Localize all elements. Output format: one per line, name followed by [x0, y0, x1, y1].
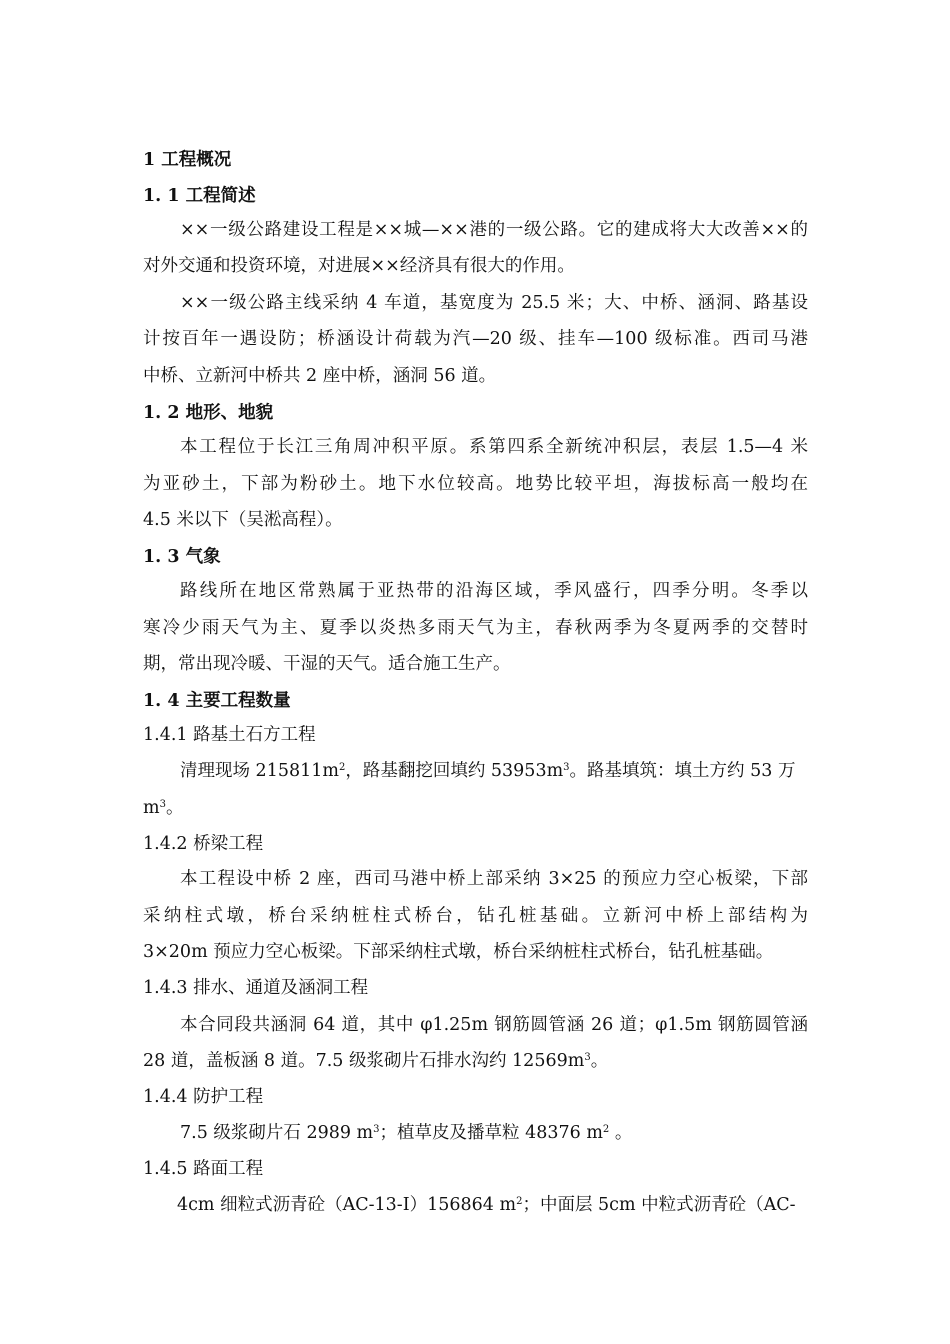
- subsection-heading-1-4-1: 1.4.1 路基土石方工程: [143, 725, 316, 745]
- text-run: ，路基翻挖回填约 53953m: [345, 761, 564, 781]
- text-run: ；植草皮及播草粒 48376 m: [379, 1123, 603, 1143]
- text-run: 7.5 级浆砌片石 2989 m: [180, 1123, 374, 1143]
- text-run: ；中面层 5cm 中粒式沥青砼（AC-: [522, 1195, 796, 1215]
- paragraph-line: 寒冷少雨天气为主、夏季以炎热多雨天气为主，春秋两季为冬夏两季的交替时: [143, 618, 808, 638]
- paragraph-line: 4.5 米以下（吴淞高程）。: [143, 510, 343, 530]
- paragraph-line: 本合同段共涵洞 64 道，其中 φ1.25m 钢筋圆管涵 26 道；φ1.5m 钢筋圆管涵: [180, 1015, 808, 1035]
- superscript: 2: [338, 762, 346, 773]
- paragraph-line: [180, 759, 810, 783]
- paragraph-line: [143, 796, 808, 820]
- paragraph-line: [180, 1121, 808, 1145]
- paragraph-line: 本工程位于长江三角周冲积平原。系第四系全新统冲积层，表层 1.5—4 米: [180, 437, 808, 457]
- section-heading-1-2: 1. 2 地形、地貌: [143, 403, 274, 423]
- text-run: 。: [609, 1123, 633, 1143]
- section-heading-1: 1 工程概况: [143, 150, 232, 170]
- section-heading-1-4: 1. 4 主要工程数量: [143, 691, 291, 711]
- paragraph-line: ××一级公路建设工程是××城—××港的一级公路。它的建成将大大改善××的: [180, 220, 808, 240]
- superscript: 3: [373, 1124, 380, 1135]
- paragraph-line: 3×20m 预应力空心板梁。下部采纳柱式墩，桥台采纳桩柱式桥台，钻孔桩基础。: [143, 942, 774, 962]
- superscript: 3: [159, 799, 166, 810]
- text-run: 。: [165, 798, 184, 818]
- superscript: 2: [516, 1196, 523, 1207]
- text-run: 清理现场 215811m: [180, 761, 339, 781]
- paragraph-line: 为亚砂土，下部为粉砂土。地下水位较高。地势比较平坦，海拔标高一般均在: [143, 474, 808, 494]
- subsection-heading-1-4-3: 1.4.3 排水、通道及涵洞工程: [143, 978, 369, 998]
- text-run: m: [143, 798, 160, 818]
- paragraph-line: 计按百年一遇设防；桥涵设计荷载为汽—20 级、挂车—100 级标准。西司马港: [143, 329, 808, 349]
- paragraph-line: 采纳柱式墩，桥台采纳桩柱式桥台，钻孔桩基础。立新河中桥上部结构为: [143, 906, 808, 926]
- section-heading-1-1: 1. 1 工程简述: [143, 186, 256, 206]
- paragraph-line: 对外交通和投资环境，对进展××经济具有很大的作用。: [143, 256, 575, 276]
- paragraph-line: [177, 1193, 808, 1217]
- paragraph-line: 路线所在地区常熟属于亚热带的沿海区域，季风盛行，四季分明。冬季以: [180, 581, 808, 601]
- paragraph-line: 期，常出现冷暖、干湿的天气。适合施工生产。: [143, 654, 511, 674]
- superscript: 3: [563, 762, 570, 773]
- text-run: 28 道，盖板涵 8 道。7.5 级浆砌片石排水沟约 12569m: [143, 1051, 585, 1071]
- text-run: 4cm 细粒式沥青砼（AC-13-I）156864 m: [177, 1195, 517, 1215]
- superscript: 2: [602, 1124, 610, 1135]
- section-heading-1-3: 1. 3 气象: [143, 547, 221, 567]
- subsection-heading-1-4-2: 1.4.2 桥梁工程: [143, 834, 264, 854]
- paragraph-line: [143, 1049, 808, 1073]
- text-run: 。路基填筑：填土方约 53 万: [569, 761, 796, 781]
- superscript: 3: [584, 1052, 591, 1063]
- subsection-heading-1-4-5: 1.4.5 路面工程: [143, 1159, 264, 1179]
- text-run: 。: [590, 1051, 609, 1071]
- paragraph-line: 本工程设中桥 2 座，西司马港中桥上部采纳 3×25 的预应力空心板梁，下部: [180, 869, 808, 889]
- subsection-heading-1-4-4: 1.4.4 防护工程: [143, 1087, 264, 1107]
- paragraph-line: ××一级公路主线采纳 4 车道，基宽度为 25.5 米；大、中桥、涵洞、路基设: [180, 293, 808, 313]
- paragraph-line: 中桥、立新河中桥共 2 座中桥，涵洞 56 道。: [143, 366, 497, 386]
